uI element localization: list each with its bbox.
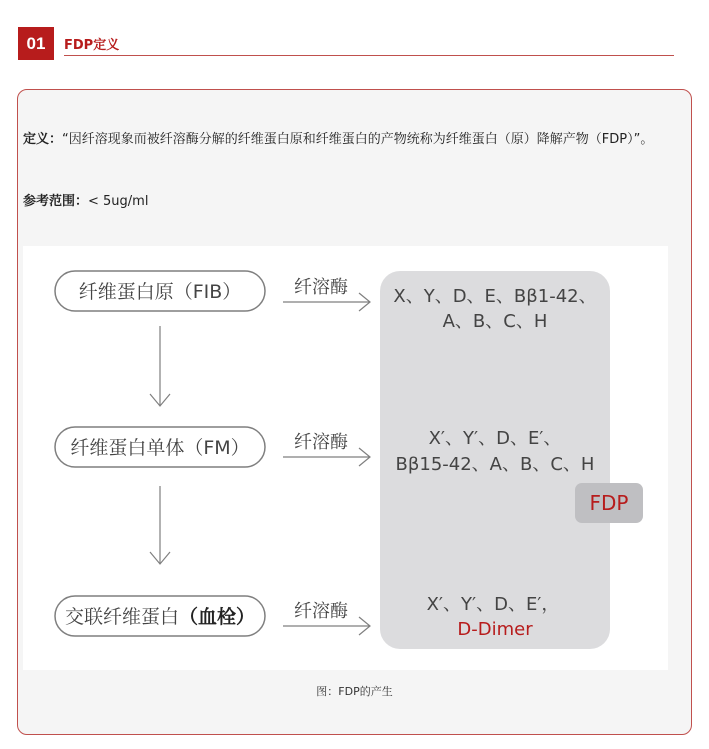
figure-caption: 图：FDP的产生 <box>316 685 393 698</box>
cross-products-line1: X′、Y′、D、E′， <box>426 594 560 615</box>
node-crosslinked-bold: （血栓） <box>179 606 256 628</box>
fdp-badge-label: FDP <box>589 491 629 515</box>
fdp-diagram-svg <box>23 246 668 670</box>
definition-paragraph <box>23 126 695 154</box>
node-fib-label: 纤维蛋白原（FIB） <box>78 281 242 303</box>
d-dimer-label: D-Dimer <box>457 619 533 640</box>
fm-products-line1: X′、Y′、D、E′、 <box>428 428 562 449</box>
reference-value: < 5ug/ml <box>88 194 149 209</box>
enzyme-label-3: 纤溶酶 <box>294 601 348 622</box>
enzyme-label-1: 纤溶酶 <box>294 277 348 298</box>
reference-range <box>23 190 148 214</box>
enzyme-label-2: 纤溶酶 <box>294 432 348 453</box>
fib-products-line1: X、Y、D、E、Bβ1-42、 <box>393 286 597 307</box>
reference-label: 参考范围： <box>23 194 89 209</box>
node-crosslinked-text: 交联纤维蛋白 <box>64 606 179 628</box>
fib-products-line2: A、B、C、H <box>442 311 548 332</box>
definition-label: 定义： <box>23 132 63 147</box>
section-header <box>18 27 674 63</box>
section-title: FDP定义 <box>64 38 120 53</box>
down-arrow-2 <box>150 486 170 564</box>
node-fm-label: 纤维蛋白单体（FM） <box>70 437 250 459</box>
definition-text: “因纤溶现象而被纤溶酶分解的纤维蛋白原和纤维蛋白的产物统称为纤维蛋白（原）降解产物（FDP）”。 <box>62 132 654 147</box>
fm-products-line2: Bβ15-42、A、B、C、H <box>395 454 595 475</box>
node-crosslinked-label <box>65 605 255 628</box>
header-divider <box>64 55 674 56</box>
down-arrow-1 <box>150 326 170 406</box>
section-number-badge: 01 <box>18 27 54 60</box>
fdp-diagram <box>23 246 668 670</box>
